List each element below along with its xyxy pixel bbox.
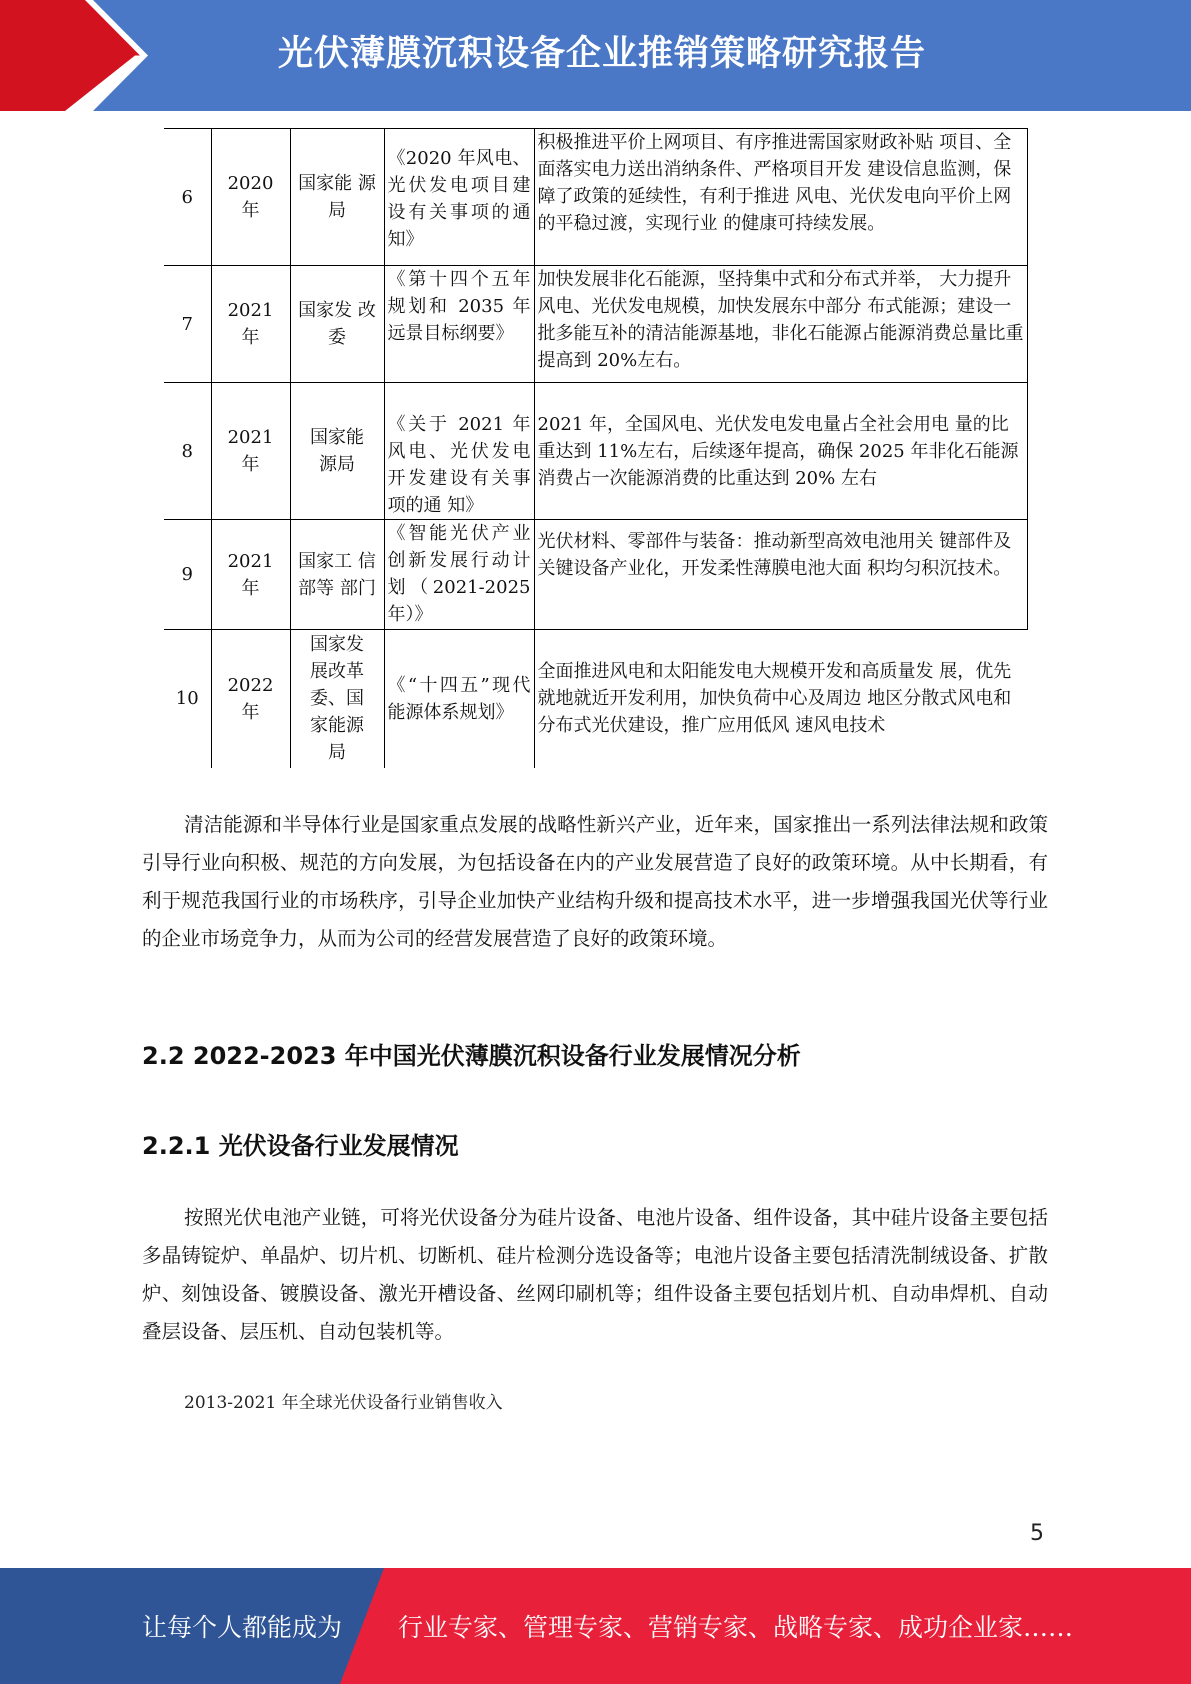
row-department: 国家工 信部等 部门 xyxy=(290,520,384,630)
row-year: 2021 年 xyxy=(211,520,290,630)
table-row xyxy=(164,266,1027,383)
row-year: 2020 年 xyxy=(211,129,290,266)
row-department: 国家发 展改革 委、国 家能源 局 xyxy=(290,630,384,768)
body-paragraph-equipment: 按照光伏电池产业链，可将光伏设备分为硅片设备、电池片设备、组件设备，其中硅片设备主要包括多晶铸锭炉、单晶炉、切片机、切断机、硅片检测分选设备等；电池片设备主要包括清洗制绒设备、扩散炉、刻蚀设备、镀膜设备、激光开槽设备、丝网印刷机等；组件设备主要包括划片机、自动串焊机、自动叠层设备、层压机、自动包装机等。 xyxy=(142,1206,1048,1343)
policy-table xyxy=(164,128,1028,768)
row-number: 8 xyxy=(164,383,211,520)
footer-slogan-left: 让每个人都能成为 xyxy=(142,1613,343,1642)
table-row xyxy=(164,383,1027,520)
body-paragraph-policy-summary: 清洁能源和半导体行业是国家重点发展的战略性新兴产业，近年来，国家推出一系列法律法规和政策引导行业向积极、规范的方向发展，为包括设备在内的产业发展营造了良好的政策环境。从中长期看，有利于规范我国行业的市场秩序，引导企业加快产业结构升级和提高技术水平，进一步增强我国光伏等行业的企业市场竞争力，从而为公司的经营发展营造了良好的政策环境。 xyxy=(142,813,1048,950)
row-number: 6 xyxy=(164,129,211,266)
page-number: 5 xyxy=(1030,1521,1044,1546)
row-document: 《“十四五”现代能源体系规划》 xyxy=(384,630,534,768)
row-document: 《关于 2021 年风电、光伏发电开发建设有关事项的通 知》 xyxy=(384,383,534,520)
footer-slogan-right: 行业专家、管理专家、营销专家、战略专家、成功企业家…… xyxy=(398,1613,1074,1642)
row-content: 积极推进平价上网项目、有序推进需国家财政补贴 项目、全面落实电力送出消纳条件、严格项目开发 建设信息监测，保障了政策的延续性，有利于推进 风电、光伏发电向平价上网的平稳过渡，实现行业 的健康可持续发展。 xyxy=(534,129,1027,266)
report-title: 光伏薄膜沉积设备企业推销策略研究报告 xyxy=(278,34,927,74)
row-document: 《智能光伏产业创新发展行动计划（2021-2025 年）》 xyxy=(384,520,534,630)
section-heading-2-2: 2.2 2022-2023 年中国光伏薄膜沉积设备行业发展情况分析 xyxy=(142,1042,801,1070)
table-row xyxy=(164,630,1027,768)
row-department: 国家能 源局 xyxy=(290,383,384,520)
row-document: 《2020 年风电、光伏发电项目建设有关事项的通知》 xyxy=(384,129,534,266)
header-red-arrow-decoration xyxy=(0,0,150,111)
page-header-banner xyxy=(0,0,1191,111)
row-year: 2021 年 xyxy=(211,266,290,383)
section-heading-2-2-1: 2.2.1 光伏设备行业发展情况 xyxy=(142,1132,459,1160)
row-content: 加快发展非化石能源，坚持集中式和分布式并举， 大力提升风电、光伏发电规模，加快发展东中部分 布式能源；建设一批多能互补的清洁能源基地，非化石能源占能源消费总量比重提高到 20%左右。 xyxy=(534,266,1027,383)
row-number: 10 xyxy=(175,688,199,710)
row-content: 2021 年，全国风电、光伏发电发电量占全社会用电 量的比重达到 11%左右，后续逐年提高，确保 2025 年非化石能源消费占一次能源消费的比重达到 20% 左右 xyxy=(534,383,1027,520)
row-document: 《第十四个五年规划和 2035 年远景目标纲要》 xyxy=(384,266,534,383)
row-content: 光伏材料、零部件与装备：推动新型高效电池用关 键部件及关键设备产业化，开发柔性薄膜电池大面 积均匀积沉技术。 xyxy=(534,520,1027,630)
row-content: 全面推进风电和太阳能发电大规模开发和高质量发 展，优先就地就近开发利用，加快负荷中心及周边 地区分散式风电和分布式光伏建设，推广应用低风 速风电技术 xyxy=(534,630,1027,768)
table-row xyxy=(164,520,1027,630)
row-number: 7 xyxy=(164,266,211,383)
row-department: 国家发 改委 xyxy=(290,266,384,383)
row-department: 国家能 源局 xyxy=(290,129,384,266)
table-row xyxy=(164,129,1027,266)
row-year: 2022 年 xyxy=(211,630,290,768)
figure-caption: 2013-2021 年全球光伏设备行业销售收入 xyxy=(184,1393,503,1413)
row-number: 9 xyxy=(164,520,211,630)
row-year: 2021 年 xyxy=(211,383,290,520)
page-footer-banner xyxy=(0,1568,1191,1684)
